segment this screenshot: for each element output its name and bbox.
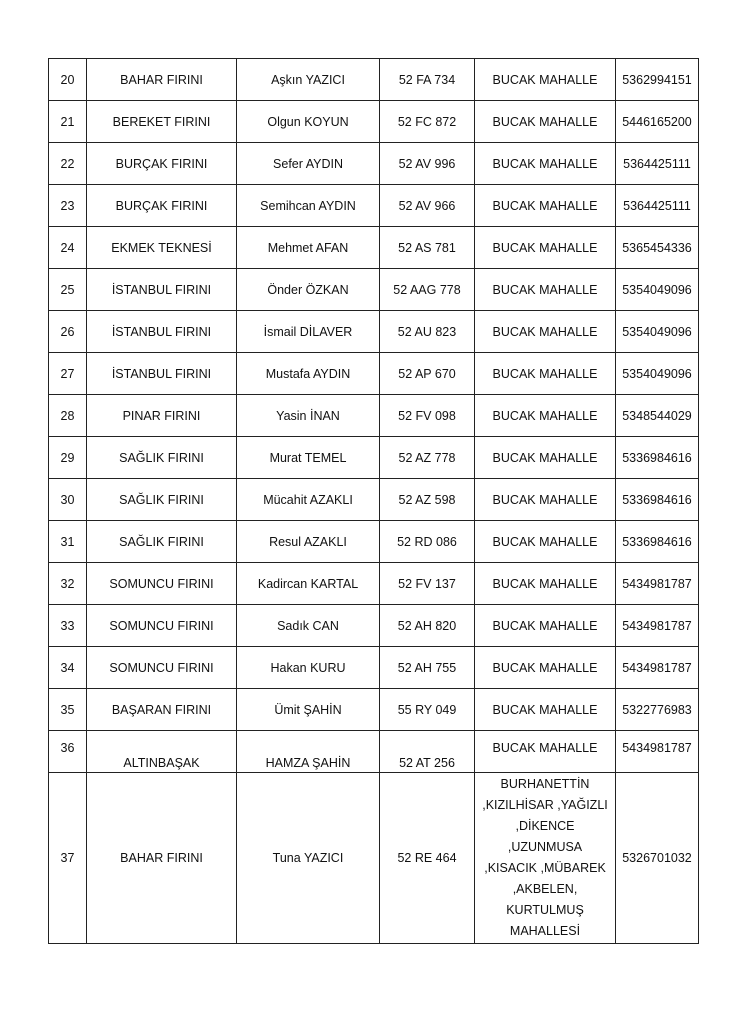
service-area: BUCAK MAHALLE <box>475 521 616 563</box>
driver-name: Mücahit AZAKLI <box>237 479 380 521</box>
driver-name: Mustafa AYDIN <box>237 353 380 395</box>
phone-number: 5326701032 <box>616 773 699 944</box>
table-row <box>49 521 699 563</box>
row-number: 21 <box>49 101 87 143</box>
phone-number: 5434981787 <box>616 563 699 605</box>
service-area: BUCAK MAHALLE <box>475 311 616 353</box>
service-area: BUCAK MAHALLE <box>475 647 616 689</box>
row-number: 20 <box>49 59 87 101</box>
table-row <box>49 605 699 647</box>
service-area: BUCAK MAHALLE <box>475 689 616 731</box>
table-row <box>49 353 699 395</box>
license-plate: 52 FV 137 <box>380 563 475 605</box>
row-number: 36 <box>60 741 75 755</box>
phone-number: 5364425111 <box>616 185 699 227</box>
license-plate: 52 AH 755 <box>380 647 475 689</box>
row-number: 26 <box>49 311 87 353</box>
driver-name: Mehmet AFAN <box>237 227 380 269</box>
area-line: KURTULMUŞ <box>506 903 584 917</box>
phone-number: 5362994151 <box>616 59 699 101</box>
service-area: BUCAK MAHALLE <box>475 143 616 185</box>
area-line: ,KISACIK ,MÜBAREK <box>484 861 606 875</box>
table-row <box>49 59 699 101</box>
area-line: MAHALLESİ <box>509 924 581 938</box>
license-plate: 52 FV 098 <box>380 395 475 437</box>
phone-number: 5354049096 <box>616 269 699 311</box>
license-plate: 52 AZ 598 <box>380 479 475 521</box>
license-plate: 52 AU 823 <box>380 311 475 353</box>
driver-name: Resul AZAKLI <box>237 521 380 563</box>
service-area: BUCAK MAHALLE <box>475 353 616 395</box>
service-area: BUCAK MAHALLE <box>475 101 616 143</box>
phone-number: 5364425111 <box>616 143 699 185</box>
table-row <box>49 395 699 437</box>
table-body <box>49 59 699 944</box>
license-plate: 52 AV 966 <box>380 185 475 227</box>
service-area: BUCAK MAHALLE <box>492 741 598 755</box>
table-row <box>49 689 699 731</box>
table-row <box>49 647 699 689</box>
row-number: 22 <box>49 143 87 185</box>
service-area: BUCAK MAHALLE <box>475 605 616 647</box>
driver-name: Ümit ŞAHİN <box>237 689 380 731</box>
area-line: ,AKBELEN, <box>512 882 578 896</box>
table-row <box>49 731 699 773</box>
license-plate: 52 AS 781 <box>380 227 475 269</box>
bakery-name: SOMUNCU FIRINI <box>87 605 237 647</box>
service-area: BUCAK MAHALLE <box>475 59 616 101</box>
table-row <box>49 311 699 353</box>
table-row <box>49 773 699 944</box>
bakery-name: İSTANBUL FIRINI <box>87 311 237 353</box>
phone-number: 5322776983 <box>616 689 699 731</box>
phone-number: 5434981787 <box>616 647 699 689</box>
driver-name: Kadircan KARTAL <box>237 563 380 605</box>
bakery-vehicle-table <box>48 58 699 944</box>
area-line: BURHANETTİN <box>500 777 590 791</box>
driver-name: Sadık CAN <box>237 605 380 647</box>
phone-number: 5354049096 <box>616 353 699 395</box>
license-plate: 52 RE 464 <box>380 773 475 944</box>
driver-name: Yasin İNAN <box>237 395 380 437</box>
service-area: BUCAK MAHALLE <box>475 563 616 605</box>
license-plate: 52 AZ 778 <box>380 437 475 479</box>
row-number: 30 <box>49 479 87 521</box>
driver-name: Aşkın YAZICI <box>237 59 380 101</box>
license-plate: 52 FA 734 <box>380 59 475 101</box>
bakery-name: BAŞARAN FIRINI <box>87 689 237 731</box>
table-row <box>49 269 699 311</box>
bakery-name: SOMUNCU FIRINI <box>87 647 237 689</box>
bakery-name: SAĞLIK FIRINI <box>87 521 237 563</box>
bakery-name: SAĞLIK FIRINI <box>87 437 237 479</box>
table-row <box>49 437 699 479</box>
area-line: ,DİKENCE ,UZUNMUSA <box>507 819 583 854</box>
table-row <box>49 143 699 185</box>
row-number-cell <box>49 731 87 773</box>
driver-name: Olgun KOYUN <box>237 101 380 143</box>
row-number: 34 <box>49 647 87 689</box>
bakery-name: ALTINBAŞAK <box>123 756 200 770</box>
license-plate: 52 FC 872 <box>380 101 475 143</box>
row-number: 33 <box>49 605 87 647</box>
service-area-multiline <box>475 773 616 944</box>
phone-number: 5336984616 <box>616 479 699 521</box>
license-plate: 52 RD 086 <box>380 521 475 563</box>
row-number: 28 <box>49 395 87 437</box>
driver-name: Hakan KURU <box>237 647 380 689</box>
phone-number: 5446165200 <box>616 101 699 143</box>
row-number: 37 <box>49 773 87 944</box>
bakery-name: BURÇAK FIRINI <box>87 143 237 185</box>
driver-name: Sefer AYDIN <box>237 143 380 185</box>
table-row <box>49 227 699 269</box>
license-plate: 52 AP 670 <box>380 353 475 395</box>
service-area: BUCAK MAHALLE <box>475 269 616 311</box>
row-number: 32 <box>49 563 87 605</box>
bakery-name: SOMUNCU FIRINI <box>87 563 237 605</box>
phone-number: 5348544029 <box>616 395 699 437</box>
phone-number: 5336984616 <box>616 437 699 479</box>
service-area: BUCAK MAHALLE <box>475 479 616 521</box>
service-area-cell <box>475 731 616 773</box>
table-row <box>49 101 699 143</box>
bakery-name: EKMEK TEKNESİ <box>87 227 237 269</box>
phone-number: 5365454336 <box>616 227 699 269</box>
table-row <box>49 479 699 521</box>
bakery-name: İSTANBUL FIRINI <box>87 269 237 311</box>
row-number: 29 <box>49 437 87 479</box>
bakery-name: BAHAR FIRINI <box>87 59 237 101</box>
bakery-name: BURÇAK FIRINI <box>87 185 237 227</box>
phone-number: 5434981787 <box>622 741 692 755</box>
driver-name: Önder ÖZKAN <box>237 269 380 311</box>
driver-name-cell <box>237 731 380 773</box>
bakery-name: PINAR FIRINI <box>87 395 237 437</box>
bakery-name: BEREKET FIRINI <box>87 101 237 143</box>
row-number: 25 <box>49 269 87 311</box>
license-plate: 55 RY 049 <box>380 689 475 731</box>
driver-name: Semihcan AYDIN <box>237 185 380 227</box>
phone-number: 5336984616 <box>616 521 699 563</box>
service-area: BUCAK MAHALLE <box>475 437 616 479</box>
table-row <box>49 563 699 605</box>
bakery-name: BAHAR FIRINI <box>87 773 237 944</box>
area-line: ,KIZILHİSAR ,YAĞIZLI <box>482 798 608 812</box>
license-plate-cell <box>380 731 475 773</box>
bakery-name: SAĞLIK FIRINI <box>87 479 237 521</box>
service-area: BUCAK MAHALLE <box>475 185 616 227</box>
bakery-name: İSTANBUL FIRINI <box>87 353 237 395</box>
driver-name: İsmail DİLAVER <box>237 311 380 353</box>
row-number: 27 <box>49 353 87 395</box>
row-number: 24 <box>49 227 87 269</box>
license-plate: 52 AT 256 <box>399 756 455 770</box>
license-plate: 52 AH 820 <box>380 605 475 647</box>
driver-name: Tuna YAZICI <box>237 773 380 944</box>
service-area: BUCAK MAHALLE <box>475 227 616 269</box>
table-row <box>49 185 699 227</box>
driver-name: HAMZA ŞAHİN <box>265 756 351 770</box>
row-number: 35 <box>49 689 87 731</box>
license-plate: 52 AAG 778 <box>380 269 475 311</box>
service-area: BUCAK MAHALLE <box>475 395 616 437</box>
phone-number-cell <box>616 731 699 773</box>
row-number: 23 <box>49 185 87 227</box>
driver-name: Murat TEMEL <box>237 437 380 479</box>
phone-number: 5354049096 <box>616 311 699 353</box>
row-number: 31 <box>49 521 87 563</box>
phone-number: 5434981787 <box>616 605 699 647</box>
license-plate: 52 AV 996 <box>380 143 475 185</box>
bakery-name-cell <box>87 731 237 773</box>
